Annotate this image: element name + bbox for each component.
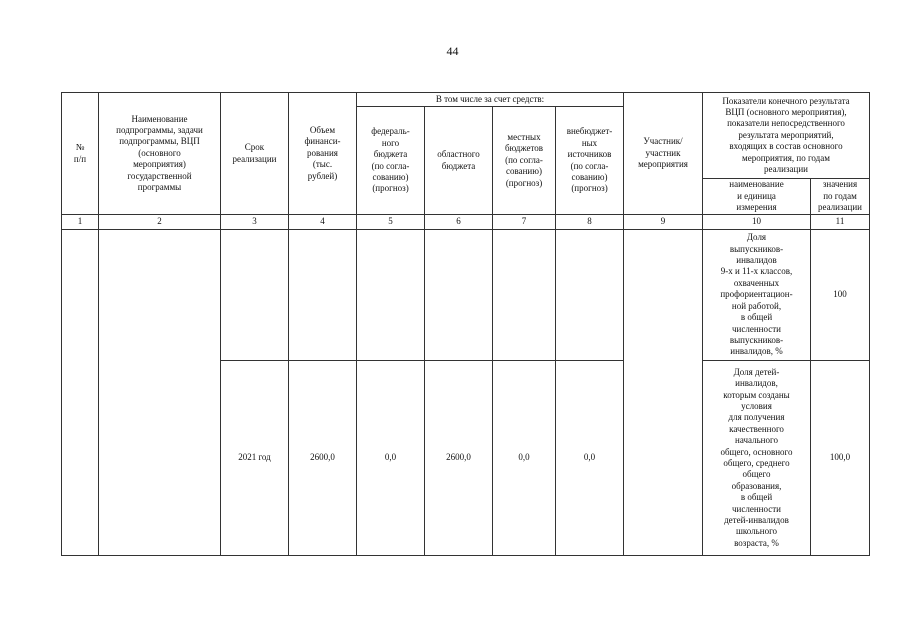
column-number: 7 (493, 215, 556, 230)
header-col-indicator-value: значения по годам реализации (811, 179, 870, 215)
page-number: 44 (446, 44, 459, 58)
header-col-regional: областного бюджета (425, 107, 493, 215)
header-col-extrabudget: внебюджет- ных источников (по согла- сованию) (прогноз) (556, 107, 624, 215)
cell-indicator-name: Доля выпускников- инвалидов 9-х и 11-х классов, охваченных профориентацион- ной работой, в общей численности выпускников- инвалидов, % (703, 230, 811, 361)
column-number: 11 (811, 215, 870, 230)
header-col-participant: Участник/ участник мероприятия (624, 93, 703, 215)
cell-extrabudget (556, 230, 624, 361)
column-number: 10 (703, 215, 811, 230)
cell-total (289, 230, 357, 361)
header-col-period: Срок реализации (221, 93, 289, 215)
header-col-name: Наименование подпрограммы, задачи подпрограммы, ВЦП (основного мероприятия) государственной программы (99, 93, 221, 215)
column-number-row (62, 215, 870, 230)
cell-extrabudget: 0,0 (556, 361, 624, 556)
cell-local (493, 230, 556, 361)
program-table (61, 92, 870, 556)
cell-total: 2600,0 (289, 361, 357, 556)
cell-federal (357, 230, 425, 361)
cell-indicator-value: 100,0 (811, 361, 870, 556)
header-col-total: Объем финанси- рования (тыс. рублей) (289, 93, 357, 215)
cell-regional: 2600,0 (425, 361, 493, 556)
header-col-local: местных бюджетов (по согла- сованию) (прогноз) (493, 107, 556, 215)
header-group-indicators: Показатели конечного результата ВЦП (основного мероприятия), показатели непосредственного результата мероприятий, входящих в состав основного мероприятия, по годам реализации (703, 93, 870, 179)
cell-indicator-name: Доля детей- инвалидов, которым созданы условия для получения качественного начального общего, основного общего, среднего общего образования, в общей численности детей-инвалидов школьного возраста, % (703, 361, 811, 556)
column-number: 6 (425, 215, 493, 230)
header-group-sources: В том числе за счет средств: (357, 93, 624, 107)
column-number: 9 (624, 215, 703, 230)
cell-regional (425, 230, 493, 361)
cell-number (62, 230, 99, 556)
header-col-indicator-name: наименование и единица измерения (703, 179, 811, 215)
cell-period (221, 230, 289, 361)
column-number: 2 (99, 215, 221, 230)
cell-participant (624, 230, 703, 556)
column-number: 4 (289, 215, 357, 230)
cell-federal: 0,0 (357, 361, 425, 556)
header-col-federal: федераль- ного бюджета (по согла- сованию) (прогноз) (357, 107, 425, 215)
header-col-number: № п/п (62, 93, 99, 215)
column-number: 1 (62, 215, 99, 230)
table-row (62, 230, 870, 361)
cell-local: 0,0 (493, 361, 556, 556)
cell-period: 2021 год (221, 361, 289, 556)
cell-name (99, 230, 221, 556)
column-number: 5 (357, 215, 425, 230)
column-number: 8 (556, 215, 624, 230)
cell-indicator-value: 100 (811, 230, 870, 361)
column-number: 3 (221, 215, 289, 230)
